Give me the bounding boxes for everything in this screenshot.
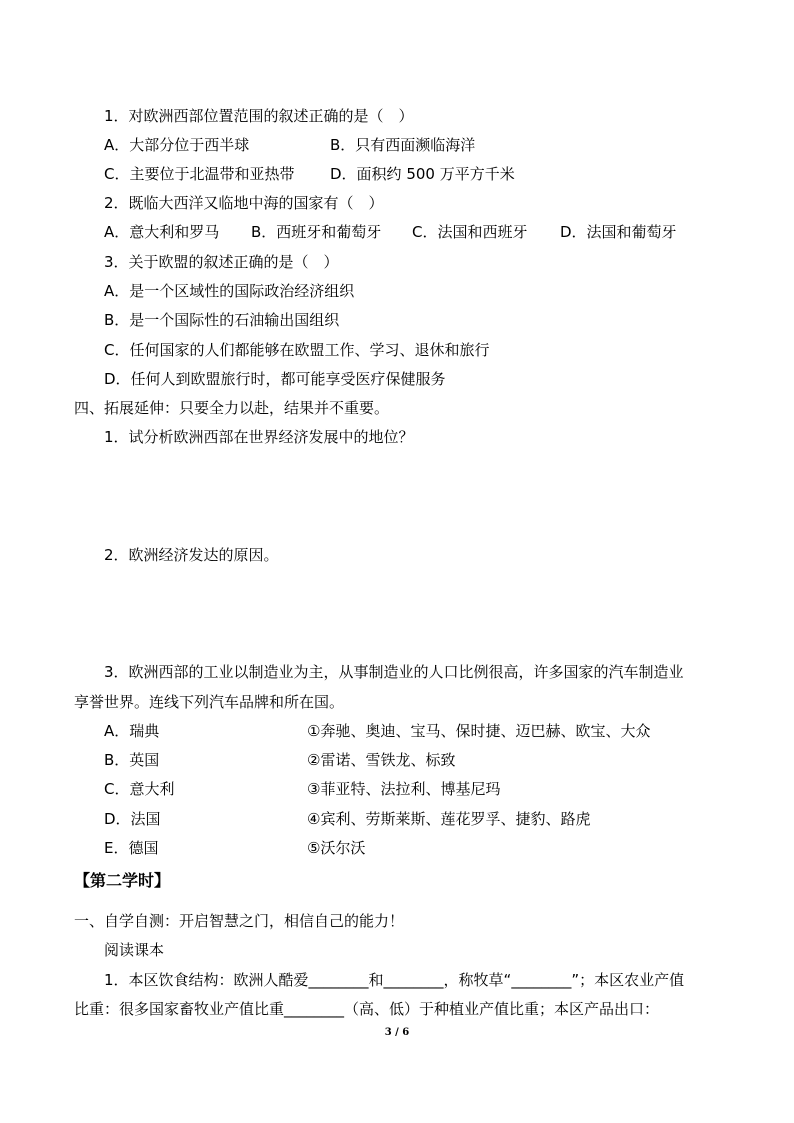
- question-3-option-a: A．是一个区域性的国际政治经济组织: [104, 282, 355, 300]
- match-country-b: B．英国: [104, 751, 160, 769]
- lesson-2-question-1-line-2: 比重：很多国家畜牧业产值比重________（高、低）于种植业产值比重；本区产品出口：: [74, 1000, 660, 1018]
- match-brands-2: ②雷诺、雪铁龙、标致: [307, 751, 456, 769]
- question-1-option-d: D．面积约 500 万平方千米: [330, 165, 515, 183]
- question-3-stem: 3．关于欧盟的叙述正确的是（ ）: [104, 253, 339, 271]
- section-4-question-3-line-2: 享誉世界。连线下列汽车品牌和所在国。: [74, 693, 345, 711]
- question-2-option-a: A．意大利和罗马: [104, 223, 220, 241]
- match-country-c: C．意大利: [104, 780, 175, 798]
- question-2-stem: 2．既临大西洋又临地中海的国家有（ ）: [104, 194, 384, 212]
- lesson-2-heading: 【第二学时】: [74, 871, 171, 890]
- section-4-question-3-line-1: 3．欧洲西部的工业以制造业为主，从事制造业的人口比例很高，许多国家的汽车制造业: [104, 663, 684, 681]
- read-textbook-label: 阅读课本: [104, 941, 165, 959]
- section-4-question-1: 1．试分析欧洲西部在世界经济发展中的地位？: [104, 428, 414, 446]
- question-3-option-c: C．任何国家的人们都能够在欧盟工作、学习、退休和旅行: [104, 341, 490, 359]
- question-3-option-d: D．任何人到欧盟旅行时，都可能享受医疗保健服务: [104, 370, 446, 388]
- section-4-question-2: 2．欧洲经济发达的原因。: [104, 546, 279, 564]
- match-country-a: A．瑞典: [104, 722, 160, 740]
- page-number: 3 / 6: [384, 1027, 410, 1038]
- question-1-option-c: C．主要位于北温带和亚热带: [104, 165, 295, 183]
- match-brands-4: ④宾利、劳斯莱斯、莲花罗孚、捷豹、路虎: [307, 810, 591, 828]
- lesson-2-section-1-heading: 一、自学自测：开启智慧之门，相信自己的能力！: [74, 912, 405, 930]
- match-country-e: E．德国: [104, 839, 159, 857]
- lesson-2-question-1-line-1: 1．本区饮食结构：欧洲人酷爱________和________，称牧草“________”；本区农业产值: [104, 971, 685, 989]
- section-4-heading: 四、拓展延伸：只要全力以赴，结果并不重要。: [74, 399, 390, 417]
- question-2-option-b: B．西班牙和葡萄牙: [251, 223, 382, 241]
- match-brands-5: ⑤沃尔沃: [307, 839, 366, 857]
- question-2-option-c: C．法国和西班牙: [412, 223, 528, 241]
- match-country-d: D．法国: [104, 810, 161, 828]
- match-brands-1: ①奔驰、奥迪、宝马、保时捷、迈巴赫、欧宝、大众: [307, 722, 651, 740]
- question-1-stem: 1．对欧洲西部位置范围的叙述正确的是（ ）: [104, 107, 414, 125]
- question-1-option-a: A．大部分位于西半球: [104, 136, 250, 154]
- question-3-option-b: B．是一个国际性的石油输出国组织: [104, 311, 340, 329]
- question-2-option-d: D．法国和葡萄牙: [560, 223, 677, 241]
- question-1-option-b: B．只有西面濒临海洋: [330, 136, 476, 154]
- match-brands-3: ③菲亚特、法拉利、博基尼玛: [307, 780, 501, 798]
